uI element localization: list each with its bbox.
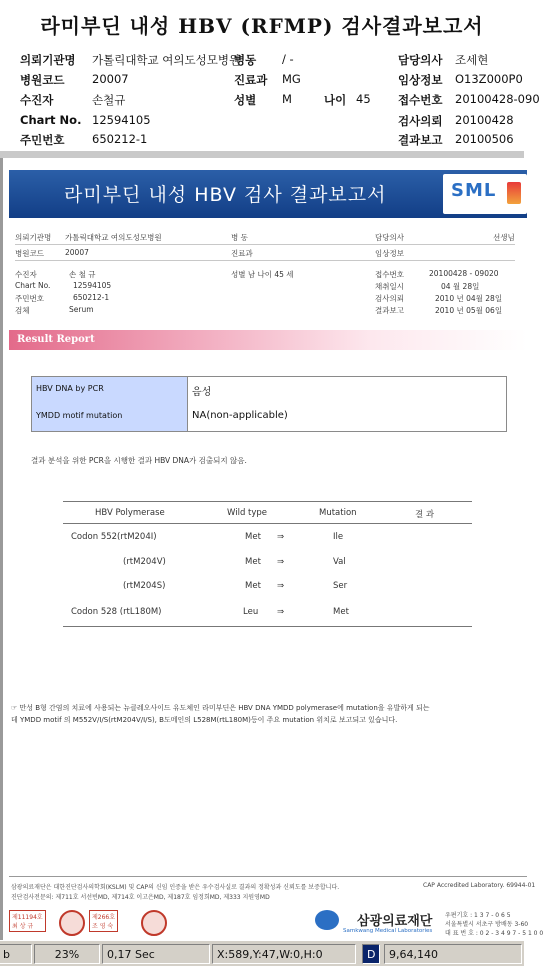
specimen-field-value: Serum [69, 305, 94, 314]
codon-cell: Codon 552(rtM204I) [71, 532, 157, 542]
header-row-2 [0, 72, 524, 91]
patient-field-value: 손 철 규 [69, 270, 96, 279]
result-report-bar [9, 330, 527, 350]
result-row [32, 377, 506, 404]
clinical-field-label: 임상정보 [375, 249, 404, 258]
doctor-stamp-1-name: 최 상 규 [12, 923, 34, 930]
lab-name: 삼광의료재단 [357, 914, 433, 929]
institution-label: 의뢰기관명 [20, 53, 76, 67]
result-report-label: Result Report [17, 334, 95, 345]
header-row-3 [0, 92, 540, 111]
hospital-code-field-label: 병원코드 [15, 249, 44, 258]
doctor-stamp-2 [89, 910, 118, 932]
dept-field-label: 진료과 [231, 249, 253, 258]
dept-label: 진료과 [234, 73, 268, 87]
patient-label: 수진자 [20, 93, 54, 107]
resident-field-value: 650212-1 [73, 293, 110, 302]
mutation-cell: Val [333, 557, 346, 567]
dept-value: MG [282, 72, 301, 86]
request-field-value: 2010 년 04월 28일 [435, 294, 503, 303]
lab-contact-postal: 우편기호 : 1 3 7 - 0 6 5 [445, 912, 511, 919]
collect-field-label: 채취일시 [375, 282, 404, 291]
arrow-icon: ⇒ [277, 581, 285, 591]
age-value: 45 [356, 92, 371, 106]
ward-field-label: 병 동 [231, 233, 248, 242]
lab-contact-phone: 대 표 번 호 : 0 2 - 3 4 9 7 - 5 1 0 0 [445, 930, 543, 937]
footer-line-2: 진단검사전문의: 제711호 서선빈MD, 제714호 이고은MD, 제187호 임정희MD, 제333 지원영MD [11, 894, 270, 901]
clinical-info-label: 임상정보 [398, 73, 443, 87]
resident-no-label: 주민번호 [20, 133, 65, 147]
reception-no-value: 20100428-090 [455, 92, 540, 106]
report-banner [9, 170, 527, 218]
clinical-info-value: O13Z000P0 [455, 72, 523, 86]
header-row-1 [0, 52, 524, 71]
doctor-stamp-2-name: 조 영 숙 [92, 923, 114, 930]
patient-value: 손철규 [92, 93, 126, 107]
reception-field-value: 20100428 - 09020 [429, 269, 499, 278]
arrow-icon: ⇒ [277, 607, 285, 617]
wild-cell: Leu [243, 607, 259, 617]
chart-field-value: 12594105 [73, 281, 112, 290]
doctor-stamp-1 [9, 910, 46, 932]
report-date-value: 20100506 [455, 132, 514, 146]
result-label: HBV DNA by PCR [32, 377, 188, 404]
footnote-line-2: 데 YMDD motif 의 M552V/I/S(rtM204V/I/S), B도메인의 L528M(rtL180M)등이 주요 mutation 위치로 보고되고 있습니다. [11, 716, 398, 724]
result-label: YMDD motif mutation [32, 404, 188, 431]
report-date-label: 결과보고 [398, 133, 443, 147]
arrow-icon: ⇒ [277, 557, 285, 567]
codon-cell: Codon 528 (rtL180M) [71, 607, 162, 617]
sml-logo-text: SML [451, 180, 497, 201]
mutation-cell: Ser [333, 581, 348, 591]
institution-field-label: 의뢰기관명 [15, 233, 52, 242]
seal-icon [59, 910, 85, 936]
age-label: 나이 [324, 93, 347, 107]
table-header-result: 결 과 [415, 510, 435, 520]
result-value: NA(non-applicable) [192, 410, 288, 421]
ward-value: / - [282, 52, 294, 66]
scanned-report [0, 158, 543, 940]
sex-label: 성별 [234, 93, 257, 107]
result-value: 음성 [192, 387, 212, 398]
hospital-code-field-value: 20007 [65, 248, 89, 257]
file-size: 9,64,140 [384, 944, 522, 964]
report-field-label: 결과보고 [375, 306, 404, 315]
hospital-code-value: 20007 [92, 72, 129, 86]
wild-cell: Met [245, 532, 261, 542]
chart-no-label: Chart No. [20, 113, 82, 127]
analysis-note: 결과 분석을 위한 PCR을 시행한 결과 HBV DNA가 검출되지 않음. [31, 456, 247, 465]
institution-value: 가톨릭대학교 여의도성모병원 [92, 53, 241, 67]
footnote-line-1: ☞ 만성 B형 간염의 치료에 사용되는 뉴클레오사이드 유도체인 라미부딘은 HBV DNA YMDD polymerase에 mutation을 유발하게 되는 [11, 704, 430, 712]
wild-cell: Met [245, 557, 261, 567]
codon-cell: (rtM204S) [123, 581, 166, 591]
mode-indicator[interactable]: D [362, 944, 380, 964]
banner-title: 라미부딘 내성 HBV 검사 결과보고서 [64, 184, 387, 206]
samkwang-logo-icon [315, 910, 339, 930]
header-row-4 [0, 113, 524, 132]
viewer-status-bar [0, 940, 524, 966]
header-row-5 [0, 132, 524, 151]
hospital-code-label: 병원코드 [20, 73, 65, 87]
render-time: 0,17 Sec [102, 944, 210, 964]
doctor-field-value: 선생님 [493, 233, 515, 242]
table-rule [63, 626, 472, 627]
sex-age-field: 성별 남 나이 45 세 [231, 270, 294, 279]
field-rule [15, 244, 515, 245]
doctor-stamp-1-number: 제11194호 [12, 914, 43, 921]
arrow-icon: ⇒ [277, 532, 285, 542]
collect-field-value: 04 월 28일 [441, 282, 480, 291]
lab-contact-address: 서울특별시 서초구 방배동 3-60 [445, 921, 529, 928]
sml-logo [443, 174, 527, 214]
header-divider [0, 151, 524, 158]
footer-line-1: 삼광의료재단은 대한진단검사의학회(KSLM) 및 CAP의 신임 인증을 받은 우수검사실로 결과의 정확성과 신뢰도를 보증합니다. [11, 884, 340, 891]
doctor-value: 조세현 [455, 53, 489, 67]
report-title: 라미부딘 내성 HBV (RFMP) 검사결과보고서 [40, 14, 484, 38]
table-header-wild-type: Wild type [227, 508, 268, 518]
field-rule [15, 260, 515, 261]
resident-no-value: 650212-1 [92, 132, 148, 146]
mutation-cell: Ile [333, 532, 344, 542]
codon-cell: (rtM204V) [123, 557, 166, 567]
result-row [32, 404, 506, 431]
table-rule [63, 501, 472, 502]
table-rule [63, 523, 472, 524]
cursor-coordinates: X:589,Y:47,W:0,H:0 [212, 944, 356, 964]
ward-label: 병동 [234, 53, 257, 67]
resident-field-label: 주민번호 [15, 294, 44, 303]
chart-no-value: 12594105 [92, 113, 151, 127]
doctor-label: 담당의사 [398, 53, 443, 67]
request-field-label: 검사의뢰 [375, 294, 404, 303]
institution-field-value: 가톨릭대학교 여의도성모병원 [65, 233, 162, 242]
zoom-level[interactable]: 23% [34, 944, 100, 964]
table-header-polymerase: HBV Polymerase [95, 508, 165, 518]
sml-logo-mark-icon [507, 182, 521, 204]
cap-accreditation: CAP Accredited Laboratory. 69944-01 [423, 882, 536, 889]
result-box [31, 376, 507, 432]
reception-field-label: 접수번호 [375, 270, 404, 279]
report-field-value: 2010 년 05월 06일 [435, 306, 503, 315]
doctor-field-label: 담당의사 [375, 233, 404, 242]
footer-rule [9, 876, 527, 877]
wild-cell: Met [245, 581, 261, 591]
patient-field-label: 수진자 [15, 270, 37, 279]
request-date-value: 20100428 [455, 113, 514, 127]
table-header-mutation: Mutation [319, 508, 357, 518]
reception-no-label: 접수번호 [398, 93, 443, 107]
chart-field-label: Chart No. [15, 281, 51, 290]
status-unit: b [0, 944, 32, 964]
sex-value: M [282, 92, 292, 106]
request-date-label: 검사의뢰 [398, 114, 443, 128]
specimen-field-label: 검체 [15, 306, 30, 315]
mutation-cell: Met [333, 607, 349, 617]
lab-name-english: Samkwang Medical Laboratories [343, 928, 433, 934]
seal-icon [141, 910, 167, 936]
doctor-stamp-2-number: 제266호 [92, 914, 116, 921]
